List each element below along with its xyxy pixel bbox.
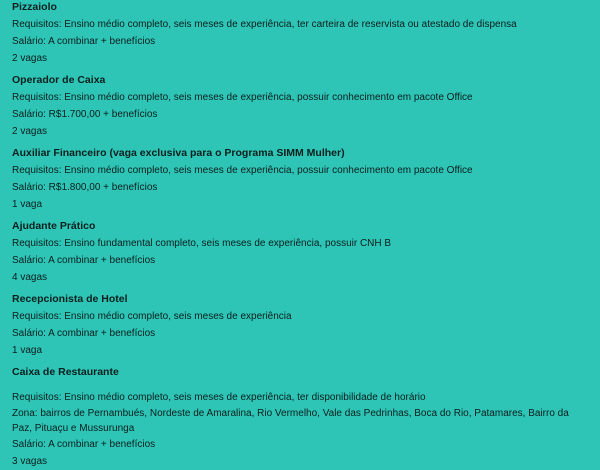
job-openings: 2 vagas bbox=[12, 126, 48, 137]
job-title: Operador de Caixa bbox=[12, 74, 106, 86]
job-openings: 1 vaga bbox=[12, 345, 43, 356]
job-listing bbox=[12, 365, 588, 470]
job-salary: Salário: A combinar + benefícios bbox=[12, 328, 156, 339]
job-requirements: Requisitos: Ensino médio completo, seis meses de experiência, possuir conhecimento em pacote Office bbox=[12, 92, 473, 103]
job-title: Caixa de Restaurante bbox=[12, 366, 119, 378]
job-title: Ajudante Prático bbox=[12, 220, 96, 232]
job-listing bbox=[12, 0, 588, 67]
job-openings: 1 vaga bbox=[12, 199, 43, 210]
job-requirements: Requisitos: Ensino fundamental completo, seis meses de experiência, possuir CNH B bbox=[12, 238, 392, 249]
job-title: Recepcionista de Hotel bbox=[12, 293, 128, 305]
job-listing bbox=[12, 146, 588, 213]
job-requirements: Requisitos: Ensino médio completo, seis meses de experiência, ter disponibilidade de horário bbox=[12, 392, 426, 403]
job-salary: Salário: A combinar + benefícios bbox=[12, 36, 156, 47]
job-listing bbox=[12, 292, 588, 359]
job-title: Auxiliar Financeiro (vaga exclusiva para o Programa SIMM Mulher) bbox=[12, 147, 345, 159]
job-openings: 4 vagas bbox=[12, 272, 48, 283]
job-zone: Zona: bairros de Pernambués, Nordeste de Amaralina, Rio Vermelho, Vale das Pedrinhas, Boca do Rio, Patamares, Bairro da Paz, Pituaçu e Mussurunga bbox=[12, 408, 569, 434]
job-salary: Salário: A combinar + benefícios bbox=[12, 439, 156, 450]
job-salary: Salário: A combinar + benefícios bbox=[12, 255, 156, 266]
job-openings: 3 vagas bbox=[12, 456, 48, 467]
job-requirements: Requisitos: Ensino médio completo, seis meses de experiência bbox=[12, 311, 292, 322]
job-requirements: Requisitos: Ensino médio completo, seis meses de experiência, possuir conhecimento em pacote Office bbox=[12, 165, 473, 176]
job-requirements: Requisitos: Ensino médio completo, seis meses de experiência, ter carteira de reservista ou atestado de dispensa bbox=[12, 19, 517, 30]
job-title: Pizzaiolo bbox=[12, 1, 57, 13]
job-salary: Salário: R$1.700,00 + benefícios bbox=[12, 109, 158, 120]
job-listing bbox=[12, 73, 588, 140]
job-salary: Salário: R$1.800,00 + benefícios bbox=[12, 182, 158, 193]
job-listing bbox=[12, 219, 588, 286]
job-openings: 2 vagas bbox=[12, 53, 48, 64]
